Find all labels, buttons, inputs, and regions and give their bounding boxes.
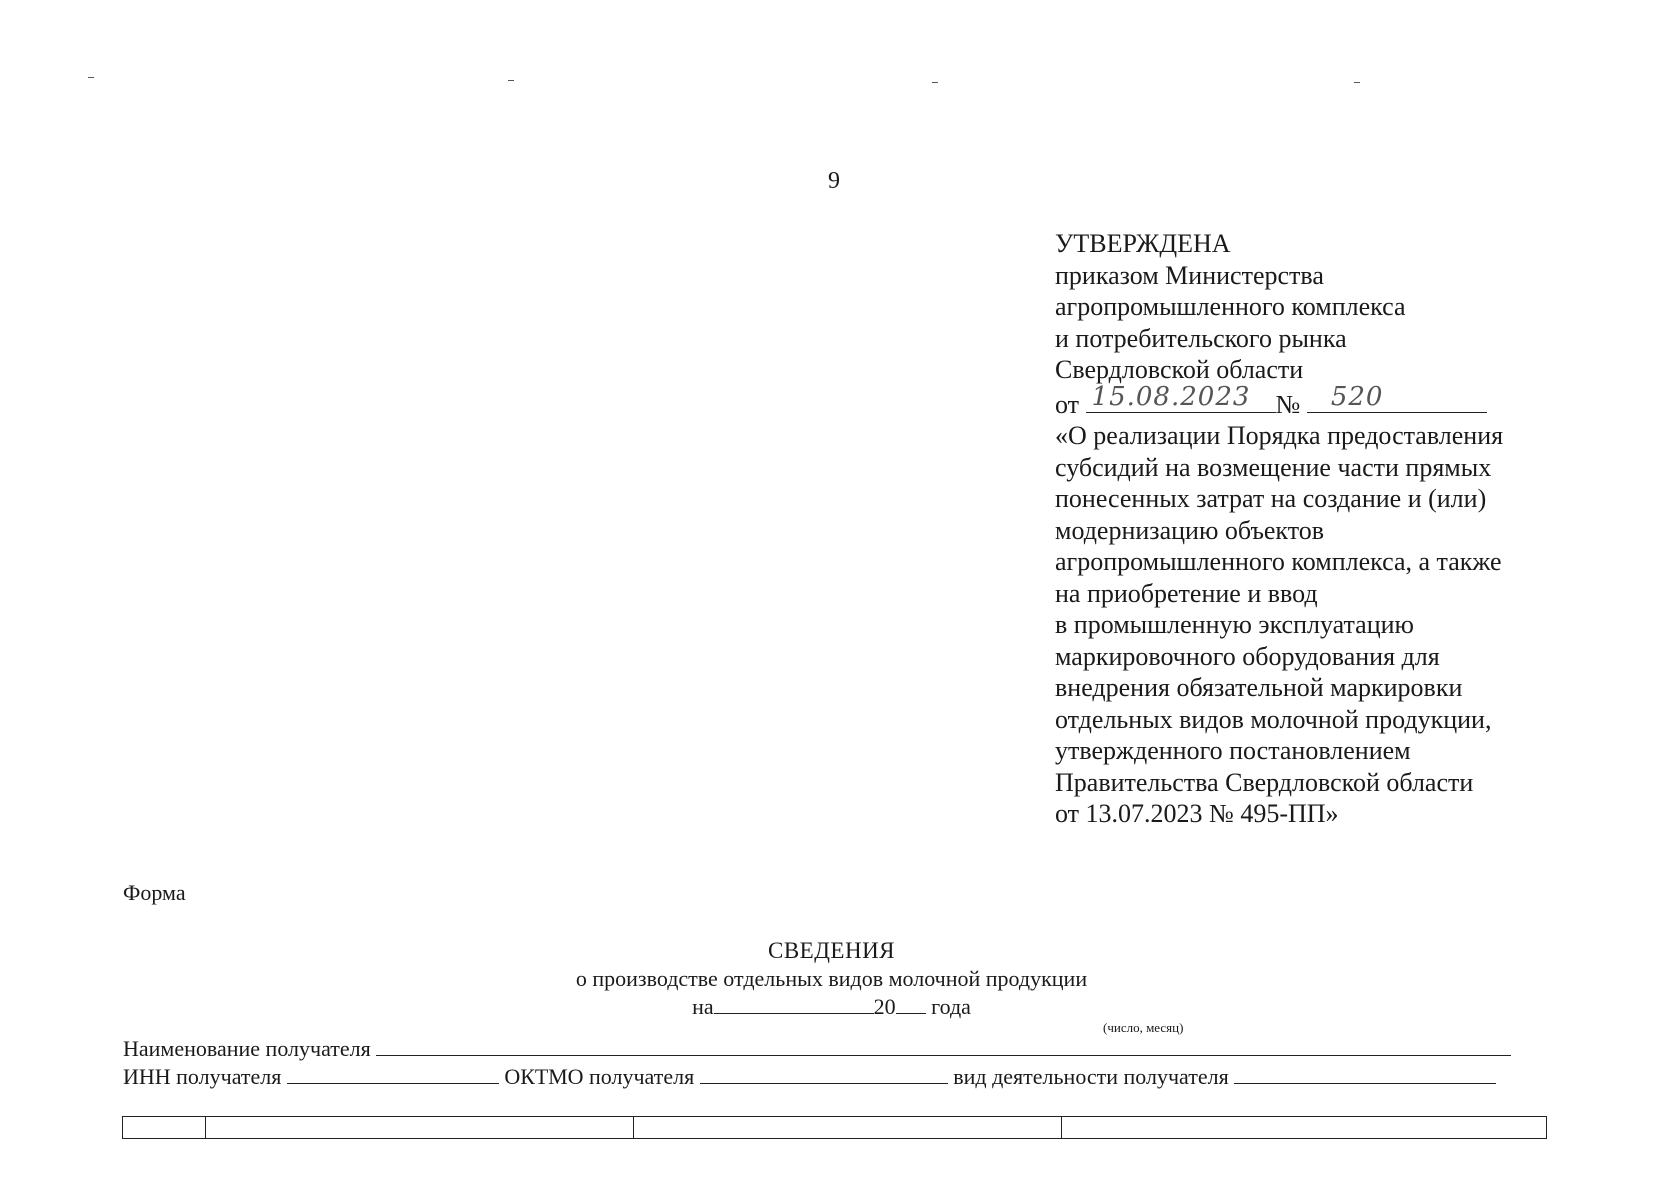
approval-title-line: понесенных затрат на создание и (или)	[1055, 484, 1487, 513]
approval-number-sign: №	[1275, 389, 1301, 419]
table-column-divider	[633, 1116, 634, 1139]
oktmo-field[interactable]	[700, 1065, 948, 1084]
activity-field[interactable]	[1234, 1065, 1496, 1084]
approval-title-line: маркировочного оборудования для	[1055, 641, 1440, 671]
approval-date-field	[1086, 382, 1276, 413]
recipient-name-label: Наименование получателя	[123, 1036, 371, 1061]
approval-title-line: «О реализации Порядка предоставления	[1055, 421, 1504, 450]
form-label: Форма	[123, 880, 186, 905]
approval-date-line	[1055, 382, 1615, 421]
approval-title-line: утвержденного постановлением	[1055, 736, 1411, 765]
approval-title-line: субсидий на возмещение части прямых	[1055, 452, 1492, 482]
table-column-divider	[205, 1116, 206, 1139]
approval-number-field	[1307, 382, 1487, 413]
approval-line: и потребительского рынка	[1055, 323, 1347, 353]
date-hint: (число, месяц)	[1103, 1020, 1184, 1035]
report-date-suffix: года	[931, 994, 971, 1019]
scan-speck	[508, 80, 514, 81]
recipient-codes-row	[123, 1064, 1496, 1090]
oktmo-label: ОКТМО получателя	[504, 1064, 695, 1089]
recipient-name-field[interactable]	[376, 1037, 1511, 1056]
approval-line: агропромышленного комплекса	[1055, 292, 1406, 321]
page-number: 9	[828, 168, 840, 194]
inn-label: ИНН получателя	[123, 1064, 282, 1089]
document-title: СВЕДЕНИЯ	[767, 938, 896, 963]
approval-heading: УТВЕРЖДЕНА	[1055, 229, 1231, 258]
handwritten-number: 520	[1330, 382, 1384, 412]
report-date-prefix: на	[692, 994, 714, 1019]
report-date-line	[0, 994, 1663, 1020]
report-year-field[interactable]	[896, 995, 926, 1014]
scan-speck	[1354, 82, 1360, 83]
approval-line: Свердловской области	[1055, 355, 1304, 384]
activity-label: вид деятельности получателя	[953, 1064, 1229, 1089]
approval-line: приказом Министерства	[1055, 260, 1324, 290]
inn-field[interactable]	[287, 1065, 499, 1084]
report-year-prefix: 20	[873, 994, 896, 1019]
approval-title-line: в промышленную эксплуатацию	[1055, 610, 1414, 639]
table-column-divider	[1061, 1116, 1062, 1139]
approval-title-line: на приобретение и ввод	[1055, 578, 1318, 608]
document-subtitle: о производстве отдельных видов молочной продукции	[575, 966, 1088, 991]
approval-title-line: агропромышленного комплекса, а также	[1055, 547, 1502, 576]
approval-title-line: внедрения обязательной маркировки	[1055, 673, 1463, 702]
approval-date-prefix: от	[1055, 389, 1080, 419]
scan-speck	[932, 82, 938, 83]
recipient-name-row	[123, 1036, 1511, 1062]
approval-stamp-block	[1055, 228, 1615, 830]
handwritten-date: 15.08.2023	[1091, 382, 1251, 412]
report-date-field[interactable]	[714, 995, 874, 1014]
approval-title-line: отдельных видов молочной продукции,	[1055, 704, 1492, 734]
approval-title-line: Правительства Свердловской области	[1055, 767, 1474, 797]
approval-title-line: от 13.07.2023 № 495-ПП»	[1055, 799, 1339, 828]
data-table-header	[122, 1116, 1547, 1139]
scan-speck	[88, 77, 94, 78]
approval-title-line: модернизацию объектов	[1055, 515, 1325, 545]
